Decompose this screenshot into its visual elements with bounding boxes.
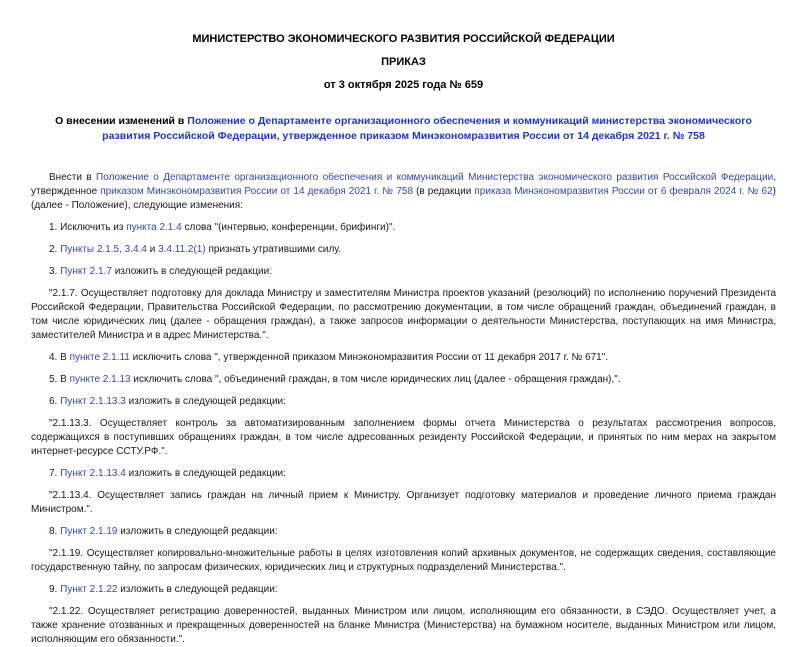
doc-link[interactable]: Положение о Департаменте организационного обеспечения и коммуникаций Министерства экономического развития Российской Федерации <box>96 172 774 183</box>
paragraph <box>31 489 776 517</box>
doc-link[interactable]: Пункт 2.1.13.3 <box>60 396 126 407</box>
text-run: 9. <box>49 584 61 595</box>
doc-link[interactable]: 3.4.11.2(1) <box>158 244 206 255</box>
text-run: 7. <box>49 468 61 479</box>
paragraph <box>31 265 776 279</box>
text-run: О внесении изменений в <box>55 115 188 127</box>
document-body <box>31 171 776 647</box>
doc-link[interactable]: приказа Минэкономразвития России от 6 февраля 2024 г. № 62 <box>474 186 773 197</box>
paragraph <box>31 547 776 575</box>
doc-link[interactable]: пункте 2.1.13 <box>69 374 131 385</box>
text-run: 5. В <box>49 374 70 385</box>
text-run: "2.1.7. Осуществляет подготовку для доклада Министру и заместителям Министра проектов указаний (резолюций) по исполнению поручений Президента Российской Федерации, Правительства Российской Федерации, по рассмотрению документации, в том числе обращений граждан, объединений граждан, в том числе юридических лиц (далее - обращения граждан), а также запросов информации о деятельности Министерства, поступающих на имя Министра, заместителей Министра и в адрес Министерства.". <box>31 288 776 341</box>
doc-link[interactable]: Пункт 2.1.22 <box>60 584 118 595</box>
paragraph <box>31 221 776 235</box>
text-run: 4. В <box>49 352 70 363</box>
doc-link[interactable]: пункта 2.1.4 <box>126 222 182 233</box>
doc-link[interactable]: приказом Минэкономразвития России от 14 декабря 2021 г. № 758 <box>100 186 414 197</box>
order-heading: ПРИКАЗ <box>381 56 426 68</box>
paragraph <box>31 417 776 459</box>
paragraph <box>31 467 776 481</box>
text-run: 2. <box>49 244 61 255</box>
text-run: (в редакции <box>413 186 475 197</box>
document-title <box>39 114 768 144</box>
text-run: изложить в следующей редакции: <box>117 584 278 595</box>
text-run: ) (далее - Положение), следующие изменения: <box>31 186 776 211</box>
doc-link[interactable]: Пункты 2.1.5, 3.4.4 <box>60 244 147 255</box>
text-run: и <box>146 244 159 255</box>
paragraph <box>31 373 776 387</box>
text-run: изложить в следующей редакции: <box>117 526 278 537</box>
text-run: "2.1.22. Осуществляет регистрацию доверенностей, выданных Министром или лицом, исполняющим его обязанности, в СЭДО. Осуществляет учет, а также хранение отозванных и прекращенных доверенностей на бланке Министра (Министерства) на бумажном носителе, выданных Министром или лицом, исполняющим его обязанности.". <box>31 606 776 645</box>
paragraph <box>31 243 776 257</box>
paragraph <box>31 525 776 539</box>
paragraph <box>31 171 776 213</box>
text-run: исключить слова ", объединений граждан, в том числе юридических лиц (далее - обращения граждан),". <box>130 374 621 385</box>
text-run: "2.1.13.4. Осуществляет запись граждан на личный прием к Министру. Организует подготовку материалов и проведение личного приема граждан Министром.". <box>31 490 776 515</box>
text-run: слова "(интервью, конференции, брифинги)". <box>181 222 396 233</box>
doc-link[interactable]: Положение о Департаменте организационного обеспечения и коммуникаций министерства экономического развития Российской Федерации, утвержденное приказом Минэкономразвития России от 14 декабря 2021 г. № 758 <box>102 115 752 142</box>
text-run: 1. Исключить из <box>49 222 127 233</box>
document-header <box>31 33 776 92</box>
text-run: изложить в следующей редакции: <box>111 266 272 277</box>
paragraph <box>31 395 776 409</box>
paragraph <box>31 583 776 597</box>
paragraph <box>31 287 776 343</box>
doc-link[interactable]: пункте 2.1.11 <box>69 352 130 363</box>
text-run: 3. <box>49 266 61 277</box>
doc-link[interactable]: Пункт 2.1.7 <box>60 266 112 277</box>
paragraph <box>31 351 776 365</box>
doc-link[interactable]: Пункт 2.1.13.4 <box>60 468 126 479</box>
text-run: "2.1.13.3. Осуществляет контроль за автоматизированным заполнением формы отчета Министерства о результатах рассмотрения вопросов, содержащихся в поступивших обращениях граждан, в том числе адресованных резиденту Российской Федерации, и принятых по ним мерах на закрытом интернет-ресурсе ССТУ.РФ.". <box>31 418 776 457</box>
text-run: 6. <box>49 396 61 407</box>
ministry-name: МИНИСТЕРСТВО ЭКОНОМИЧЕСКОГО РАЗВИТИЯ РОССИЙСКОЙ ФЕДЕРАЦИИ <box>192 33 615 45</box>
text-run: признать утратившими силу. <box>205 244 342 255</box>
text-run: изложить в следующей редакции: <box>125 396 286 407</box>
doc-link[interactable]: Пункт 2.1.19 <box>60 526 118 537</box>
text-run: , утвержденное <box>31 172 776 197</box>
text-run: Внести в <box>49 172 97 183</box>
text-run: исключить слова ", утвержденной приказом Минэкономразвития России от 11 декабря 2017 г. № 671". <box>129 352 609 363</box>
paragraph <box>31 605 776 647</box>
text-run: 8. <box>49 526 61 537</box>
order-date-number: от 3 октября 2025 года № 659 <box>323 79 484 91</box>
text-run: изложить в следующей редакции: <box>125 468 286 479</box>
text-run: "2.1.19. Осуществляет копировально-множительные работы в целях изготовления копий архивных документов, не содержащих сведения, составляющие государственную тайну, по запросам физических, юридических лиц и структурных подразделений Министерства.". <box>31 548 776 573</box>
